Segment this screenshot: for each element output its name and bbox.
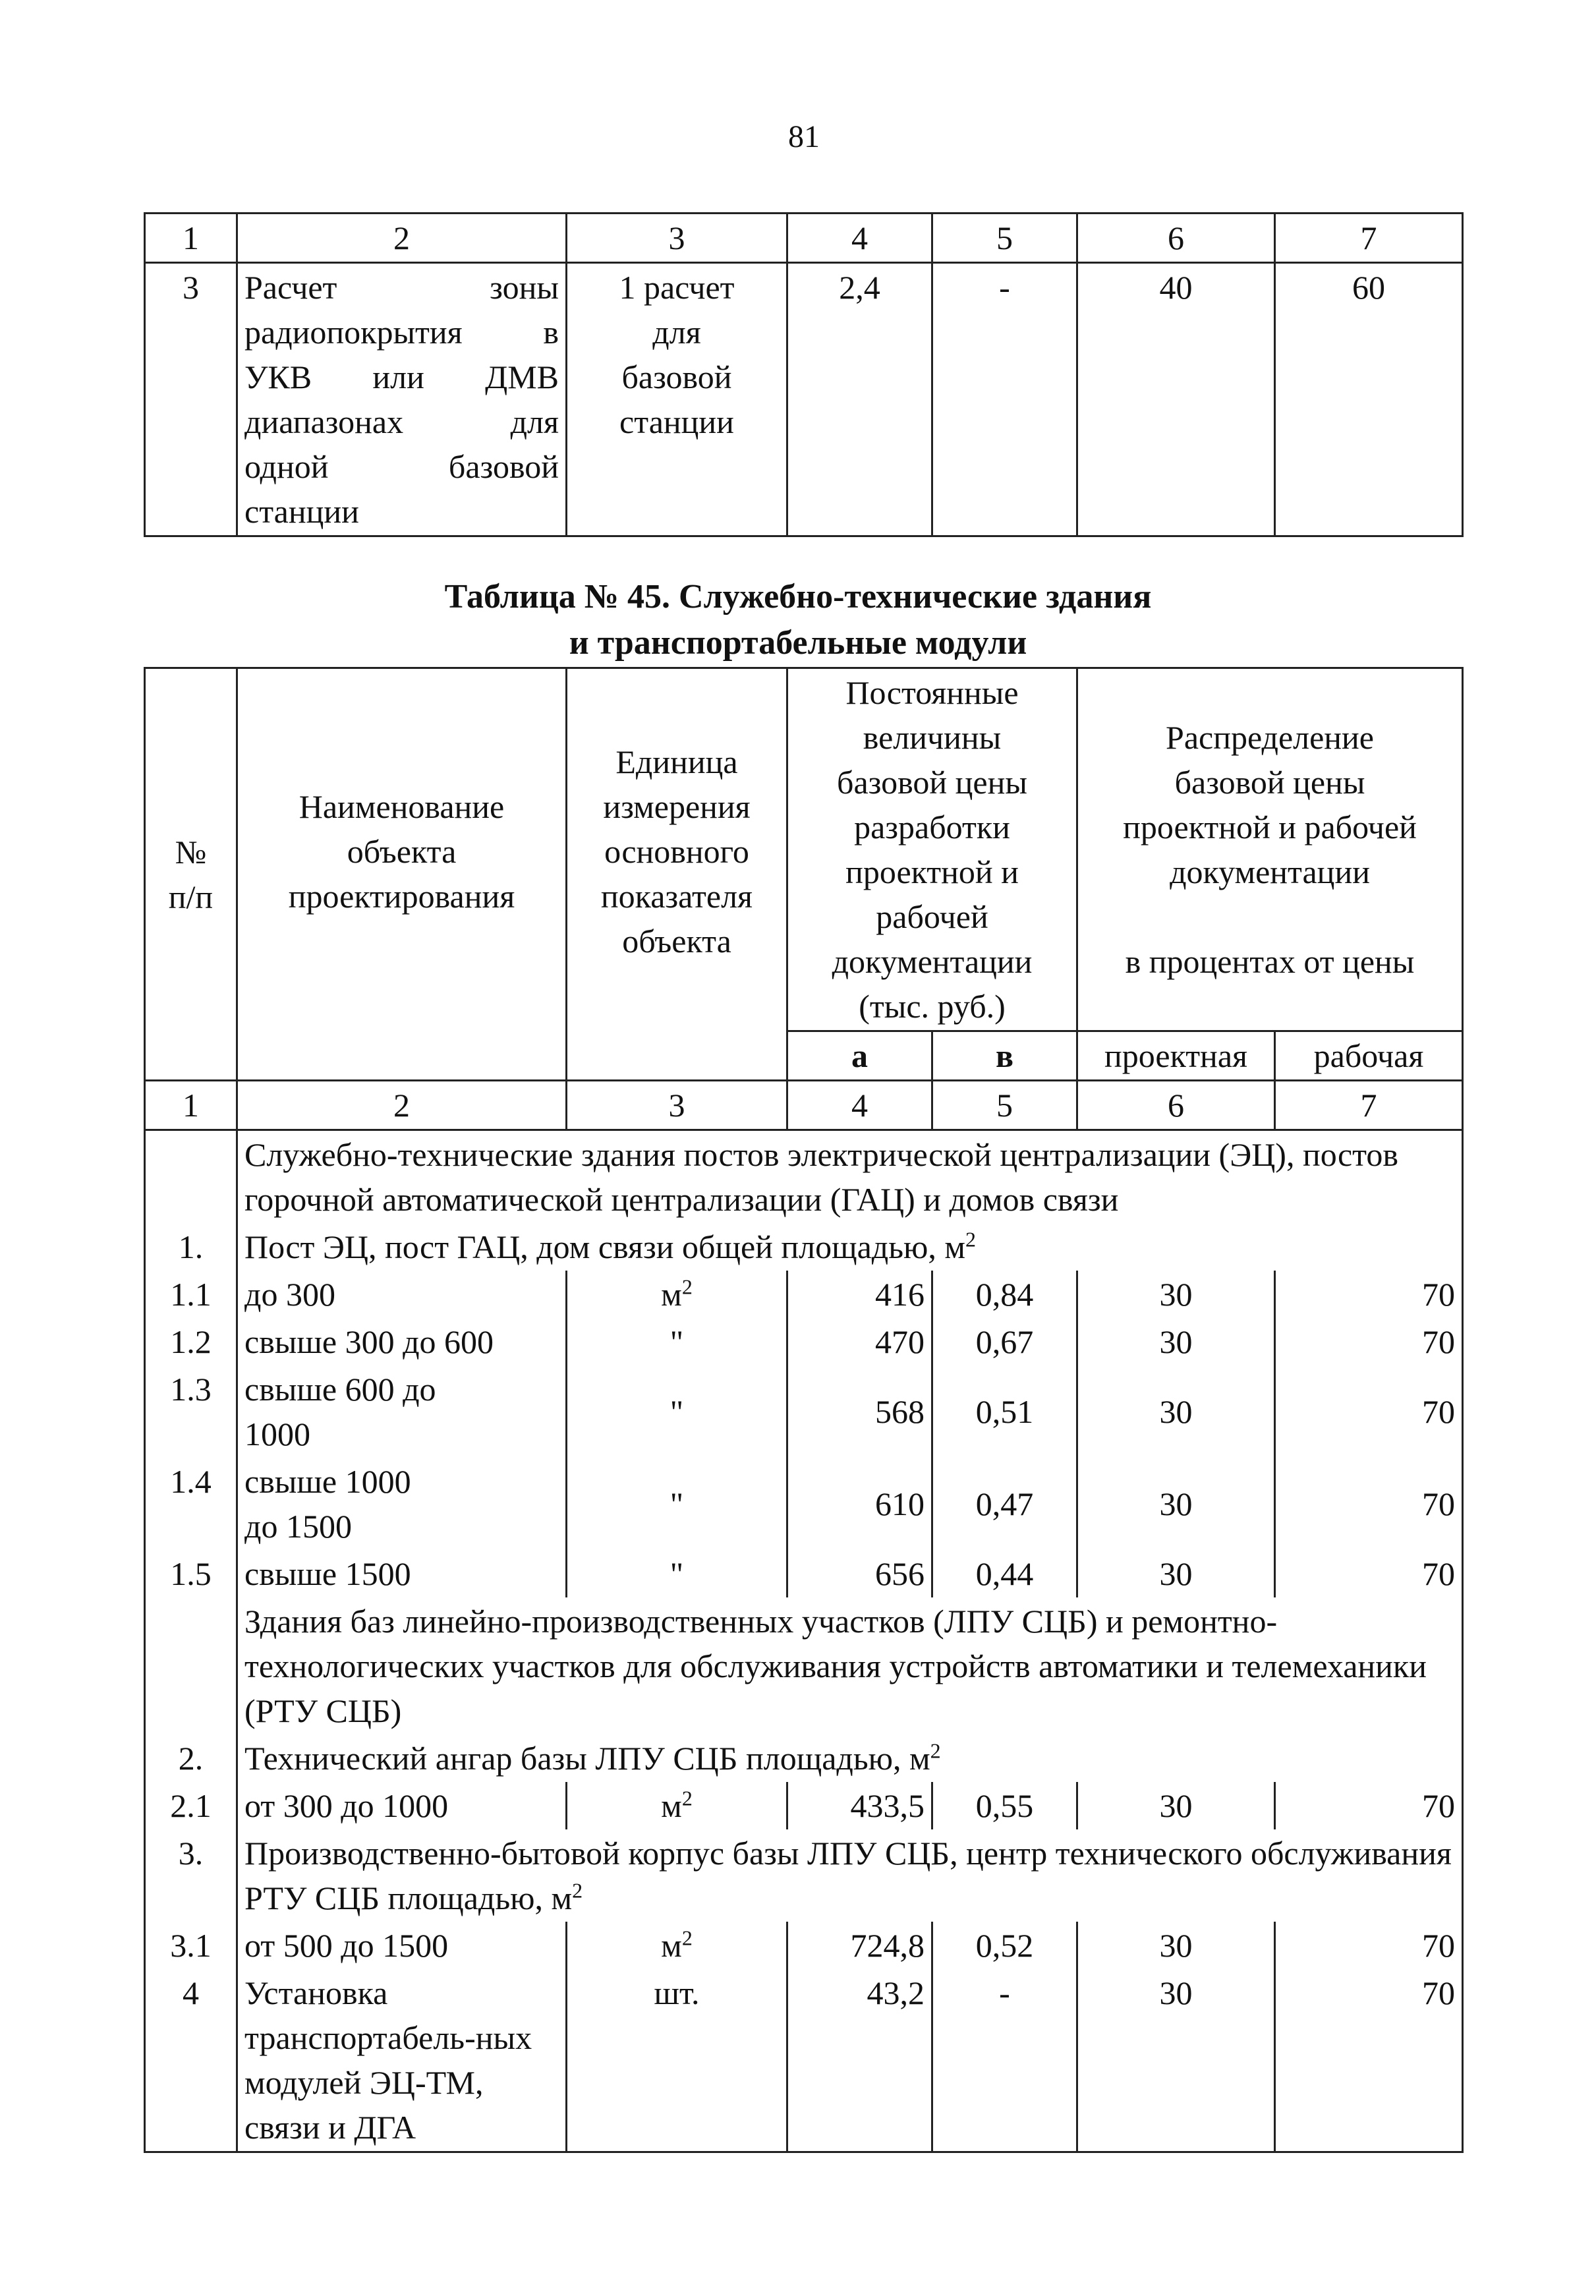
table-row: [145, 1969, 1463, 2152]
header-line: показателя: [600, 877, 753, 915]
header-line: величины: [863, 719, 1002, 756]
col-number: 7: [1275, 1081, 1463, 1130]
unit-line: 1 расчет: [619, 269, 735, 306]
object-name: до 300: [237, 1271, 567, 1318]
table-header-row: [145, 668, 1463, 1031]
value-b: 0,55: [932, 1782, 1077, 1829]
value-b: -: [932, 1969, 1077, 2152]
working-pct: 70: [1275, 1782, 1463, 1829]
table-row: [145, 263, 1463, 536]
design-pct: 30: [1077, 1365, 1275, 1458]
value-a: 610: [787, 1458, 932, 1550]
working-pct: 60: [1275, 263, 1463, 536]
row-number: 3.1: [145, 1922, 237, 1969]
unit-line: базовой: [621, 359, 732, 395]
design-pct: 30: [1077, 1969, 1275, 2152]
row-number: [145, 1597, 237, 1735]
name-line: радиопокрытия в: [244, 314, 559, 351]
col-number: 4: [787, 1081, 932, 1130]
design-pct: 30: [1077, 1318, 1275, 1365]
row-number: 1.5: [145, 1550, 237, 1597]
continuation-table: [144, 212, 1464, 537]
header-cell: 7: [1275, 214, 1463, 263]
value-b: 0,44: [932, 1550, 1077, 1597]
col-number: 5: [932, 1081, 1077, 1130]
working-pct: 70: [1275, 1458, 1463, 1550]
group-title: Пост ЭЦ, пост ГАЦ, дом связи общей площадью, $м^2$: [237, 1223, 1463, 1271]
header-line: разработки: [854, 809, 1010, 846]
value-b: 0,47: [932, 1458, 1077, 1550]
working-pct: 70: [1275, 1271, 1463, 1318]
header-line: Распределение: [1166, 719, 1374, 756]
subheader-b: в: [932, 1031, 1077, 1081]
header-line: измерения: [603, 788, 751, 825]
header-cell: 3: [567, 214, 787, 263]
row-number: 1.4: [145, 1458, 237, 1550]
object-name: свыше 1000 до 1500: [237, 1458, 567, 1550]
unit-cell: ": [567, 1458, 787, 1550]
header-line: Постоянные: [845, 674, 1019, 711]
working-pct: 70: [1275, 1550, 1463, 1597]
col-number: 3: [567, 1081, 787, 1130]
object-name: [237, 263, 567, 536]
header-cell: 1: [145, 214, 237, 263]
object-name: Установка транспортабель-ных модулей ЭЦ-ТМ, связи и ДГА: [237, 1969, 567, 2152]
name-line: станции: [244, 493, 359, 530]
section-caption: Служебно-технические здания постов электрической централизации (ЭЦ), постов горочной автоматической централизации (ГАЦ) и домов связи: [237, 1130, 1463, 1224]
object-name: свыше 600 до 1000: [237, 1365, 567, 1458]
value-a: 2,4: [787, 263, 932, 536]
header-line: (тыс. руб.): [859, 988, 1006, 1025]
group-title: Производственно-бытовой корпус базы ЛПУ СЦБ, центр технического обслуживания РТУ СЦБ площадью, $м^2$: [237, 1829, 1463, 1922]
column-number-row: [145, 1081, 1463, 1130]
name-line: диапазонах для: [244, 403, 559, 440]
unit-line: для: [652, 314, 701, 351]
name-line: одной базовой: [244, 448, 559, 485]
working-pct: 70: [1275, 1922, 1463, 1969]
header-line: №: [175, 833, 207, 871]
object-name: от 300 до 1000: [237, 1782, 567, 1829]
design-pct: 30: [1077, 1922, 1275, 1969]
value-b: -: [932, 263, 1077, 536]
header-line: Наименование: [299, 788, 505, 825]
working-pct: 70: [1275, 1365, 1463, 1458]
header-name: [237, 668, 567, 1081]
unit-cell: $м^2$: [567, 1922, 787, 1969]
group-row: [145, 1223, 1463, 1271]
row-number: 2.1: [145, 1782, 237, 1829]
subheader-a: а: [787, 1031, 932, 1081]
table-title-line-2: и транспортабельные модули: [569, 624, 1027, 662]
unit-cell: ": [567, 1365, 787, 1458]
unit-cell: $м^2$: [567, 1271, 787, 1318]
header-line: базовой цены: [1174, 764, 1365, 801]
working-pct: 70: [1275, 1969, 1463, 2152]
header-const: [787, 668, 1077, 1031]
row-number: 1.3: [145, 1365, 237, 1458]
row-number: 3.: [145, 1829, 237, 1922]
value-b: 0,51: [932, 1365, 1077, 1458]
object-name: от 500 до 1500: [237, 1922, 567, 1969]
header-cell: 2: [237, 214, 567, 263]
row-number: 1.2: [145, 1318, 237, 1365]
section-caption-row: [145, 1597, 1463, 1735]
unit-cell: $м^2$: [567, 1782, 787, 1829]
table-row: [145, 1458, 1463, 1550]
table-row: [145, 1550, 1463, 1597]
header-line: проектной и рабочей: [1123, 809, 1417, 846]
col-number: 2: [237, 1081, 567, 1130]
header-line: базовой цены: [837, 764, 1027, 801]
unit-cell: ": [567, 1318, 787, 1365]
value-b: 0,52: [932, 1922, 1077, 1969]
value-a: 433,5: [787, 1782, 932, 1829]
group-row: [145, 1735, 1463, 1782]
header-line: основного: [604, 832, 749, 870]
unit-cell: шт.: [567, 1969, 787, 2152]
header-cell: 6: [1077, 214, 1275, 263]
header-line: проектирования: [288, 877, 515, 915]
value-a: 568: [787, 1365, 932, 1458]
row-number: 3: [145, 263, 237, 536]
object-name: свыше 300 до 600: [237, 1318, 567, 1365]
section-caption-row: [145, 1130, 1463, 1224]
col-number: 1: [145, 1081, 237, 1130]
header-line: рабочей: [876, 898, 988, 935]
header-line: документации: [1170, 853, 1370, 890]
table-row: [145, 1271, 1463, 1318]
row-number: 1.1: [145, 1271, 237, 1318]
row-number: [145, 1130, 237, 1224]
value-a: 470: [787, 1318, 932, 1365]
table-row: [145, 1782, 1463, 1829]
table-row: [145, 1318, 1463, 1365]
subheader-working: рабочая: [1275, 1031, 1463, 1081]
header-line: п/п: [168, 878, 214, 915]
unit-line: станции: [619, 403, 734, 440]
group-title: Технический ангар базы ЛПУ СЦБ площадью, $м^2$: [237, 1735, 1463, 1782]
unit-cell: [567, 263, 787, 536]
value-b: 0,67: [932, 1318, 1077, 1365]
design-pct: 30: [1077, 1271, 1275, 1318]
design-pct: 40: [1077, 263, 1275, 536]
header-line: документации: [832, 943, 1033, 980]
page-number: 81: [788, 119, 820, 154]
header-line: объекта: [622, 922, 731, 960]
header-cell: 4: [787, 214, 932, 263]
table-title-line-1: Таблица № 45. Служебно-технические здания: [444, 578, 1152, 616]
design-pct: 30: [1077, 1458, 1275, 1550]
table-row: [145, 1365, 1463, 1458]
header-unit: [567, 668, 787, 1081]
group-row: [145, 1829, 1463, 1922]
design-pct: 30: [1077, 1550, 1275, 1597]
value-a: 656: [787, 1550, 932, 1597]
table-row: [145, 1922, 1463, 1969]
design-pct: 30: [1077, 1782, 1275, 1829]
working-pct: 70: [1275, 1318, 1463, 1365]
row-number: 2.: [145, 1735, 237, 1782]
header-line: объекта: [347, 832, 457, 870]
col-number: 6: [1077, 1081, 1275, 1130]
section-caption: Здания баз линейно-производственных участков (ЛПУ СЦБ) и ремонтно-технологических участков для обслуживания устройств автоматики и телемеханики (РТУ СЦБ): [237, 1597, 1463, 1735]
value-a: 724,8: [787, 1922, 932, 1969]
table-45: [144, 667, 1464, 2153]
subheader-design: проектная: [1077, 1031, 1275, 1081]
header-num: [145, 668, 237, 1081]
header-cell: 5: [932, 214, 1077, 263]
header-line: Единица: [615, 743, 738, 780]
value-b: 0,84: [932, 1271, 1077, 1318]
continuation-header-row: [145, 214, 1463, 263]
header-distribution: [1077, 668, 1463, 1031]
unit-cell: ": [567, 1550, 787, 1597]
object-name: свыше 1500: [237, 1550, 567, 1597]
value-a: 416: [787, 1271, 932, 1318]
row-number: 4: [145, 1969, 237, 2152]
header-line: проектной и: [845, 853, 1019, 890]
name-line: Расчет зоны: [244, 269, 559, 306]
row-number: 1.: [145, 1223, 237, 1271]
value-a: 43,2: [787, 1969, 932, 2152]
header-line: в процентах от цены: [1125, 943, 1415, 980]
name-line: УКВ или ДМВ: [244, 359, 559, 395]
